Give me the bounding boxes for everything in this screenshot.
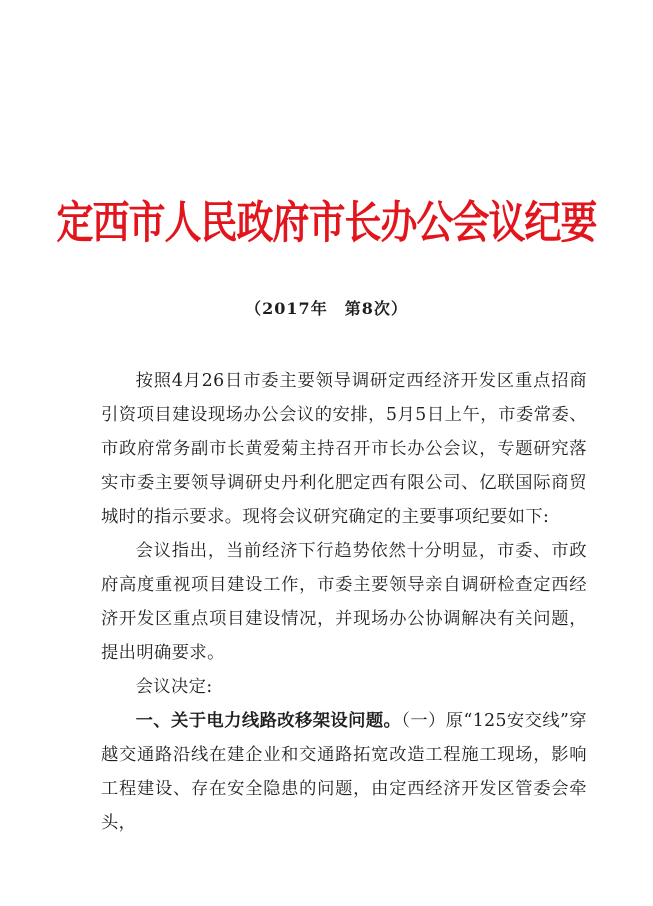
paragraph-decisions: 会议决定: — [135, 677, 213, 697]
paragraph-meeting-notes: 会议指出，当前经济下行趋势依然十分明显，市委、市政府高度重视项目建设工作，市委主要领导亲自调研检查定西经济开发区重点项目建设情况，并现场办公协调解决有关问题，提出明确要求。 — [101, 541, 587, 663]
document-body — [101, 364, 587, 840]
section-1-text: （一）原“125安交线”穿越交通路沿线在建企业和交通路拓宽改造工程施工现场，影响工程建设、存在安全隐患的问题，由定西经济开发区管委会牵头， — [101, 711, 587, 833]
document-title: 定西市人民政府市长办公会议纪要 — [56, 195, 597, 249]
section-1-heading: 一、关于电力线路改移架设问题。 — [135, 711, 402, 731]
document-number: （2017年 第8次） — [245, 299, 408, 318]
paragraph-section-1 — [101, 704, 587, 840]
paragraph-intro: 按照4月26日市委主要领导调研定西经济开发区重点招商引资项目建设现场办公会议的安排，5月5日上午，市委常委、市政府常务副市长黄爱菊主持召开市长办公会议，专题研究落实市委主要领导调研史丹利化肥定西有限公司、亿联国际商贸城时的指示要求。现将会议研究确定的主要事项纪要如下: — [101, 371, 587, 527]
